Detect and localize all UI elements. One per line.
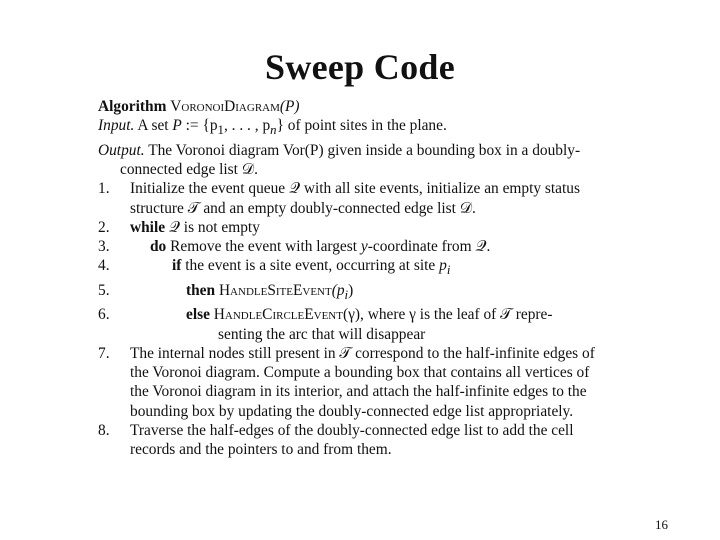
algorithm-arg: (P) — [279, 98, 300, 115]
step-text: structure 𝒯 and an empty doubly-connected edge list 𝒟. — [130, 199, 476, 217]
input-sub-1: 1 — [217, 123, 224, 138]
step-text: Traverse the half-edges of the doubly-connected edge list to add the cell — [130, 421, 574, 439]
input-set-end: } of point sites in the plane. — [276, 117, 447, 135]
keyword-while: while — [130, 218, 166, 236]
step-6 — [98, 305, 628, 344]
step-text: bounding box by updating the doubly-connected edge list appropriately. — [130, 402, 574, 420]
keyword-else: else — [186, 306, 210, 324]
proc-handle-site-event: HandleSiteEvent — [218, 281, 332, 299]
proc-handle-circle-event: HandleCircleEvent — [213, 306, 343, 324]
step-8 — [98, 421, 628, 460]
step-number: 2. — [98, 218, 110, 236]
output-line-2: connected edge list 𝒟. — [120, 160, 258, 178]
step-text: senting the arc that will disappear — [218, 325, 426, 343]
var-y: y — [360, 238, 368, 256]
output-line-1: The Voronoi diagram Vor(P) given inside a bounding box in a doubly- — [148, 141, 581, 159]
algorithm-block — [98, 97, 628, 460]
step-text: the event is a site event, occurring at site — [181, 257, 440, 275]
step-number: 7. — [98, 344, 110, 362]
proc-arg: (p — [331, 281, 345, 299]
step-1 — [98, 179, 628, 218]
input-text-a: A set — [137, 117, 173, 135]
output-label: Output. — [98, 141, 145, 159]
input-set-open: := {p — [181, 117, 218, 135]
step-4 — [98, 256, 628, 280]
step-number: 3. — [98, 238, 110, 256]
algorithm-input — [98, 116, 628, 140]
step-text: Remove the event with largest — [166, 238, 361, 256]
step-text: records and the pointers to and from them. — [130, 441, 392, 459]
keyword-do: do — [150, 238, 167, 256]
proc-arg-sub: i — [344, 287, 349, 302]
proc-arg: (γ) — [342, 306, 361, 324]
step-number: 6. — [98, 306, 110, 324]
step-text: , where γ is the leaf of 𝒯 repre- — [360, 306, 553, 324]
step-number: 1. — [98, 180, 110, 198]
step-text: Initialize the event queue 𝒬 with all site events, initialize an empty status — [130, 180, 580, 198]
step-5 — [98, 281, 628, 305]
algorithm-name: VoronoiDiagram — [170, 98, 280, 115]
proc-arg-end: ) — [348, 281, 354, 299]
algorithm-label: Algorithm — [98, 98, 167, 115]
input-var-p: P — [172, 117, 182, 135]
keyword-then: then — [186, 281, 216, 299]
step-number: 4. — [98, 257, 110, 275]
slide-title: Sweep Code — [265, 47, 455, 87]
step-number: 8. — [98, 421, 110, 439]
step-text: the Voronoi diagram in its interior, and attach the half-infinite edges to the — [130, 383, 587, 401]
step-7 — [98, 344, 628, 421]
step-text: The internal nodes still present in 𝒯 correspond to the half-infinite edges of — [130, 344, 595, 362]
input-sub-n: n — [270, 123, 277, 138]
page-number: 16 — [655, 517, 668, 532]
step-text: the Voronoi diagram. Compute a bounding box that contains all vertices of — [130, 364, 590, 382]
algorithm-output — [98, 141, 628, 160]
input-label: Input. — [98, 117, 135, 135]
var-p: p — [439, 257, 447, 275]
input-set-mid: , . . . , p — [223, 117, 271, 135]
step-text: 𝒬 is not empty — [165, 218, 260, 236]
step-number: 5. — [98, 281, 110, 299]
algorithm-header — [98, 97, 628, 116]
var-sub-i: i — [446, 263, 451, 278]
step-2 — [98, 218, 628, 237]
step-3 — [98, 237, 628, 256]
keyword-if: if — [172, 257, 182, 275]
step-text: -coordinate from 𝒬. — [367, 238, 491, 256]
